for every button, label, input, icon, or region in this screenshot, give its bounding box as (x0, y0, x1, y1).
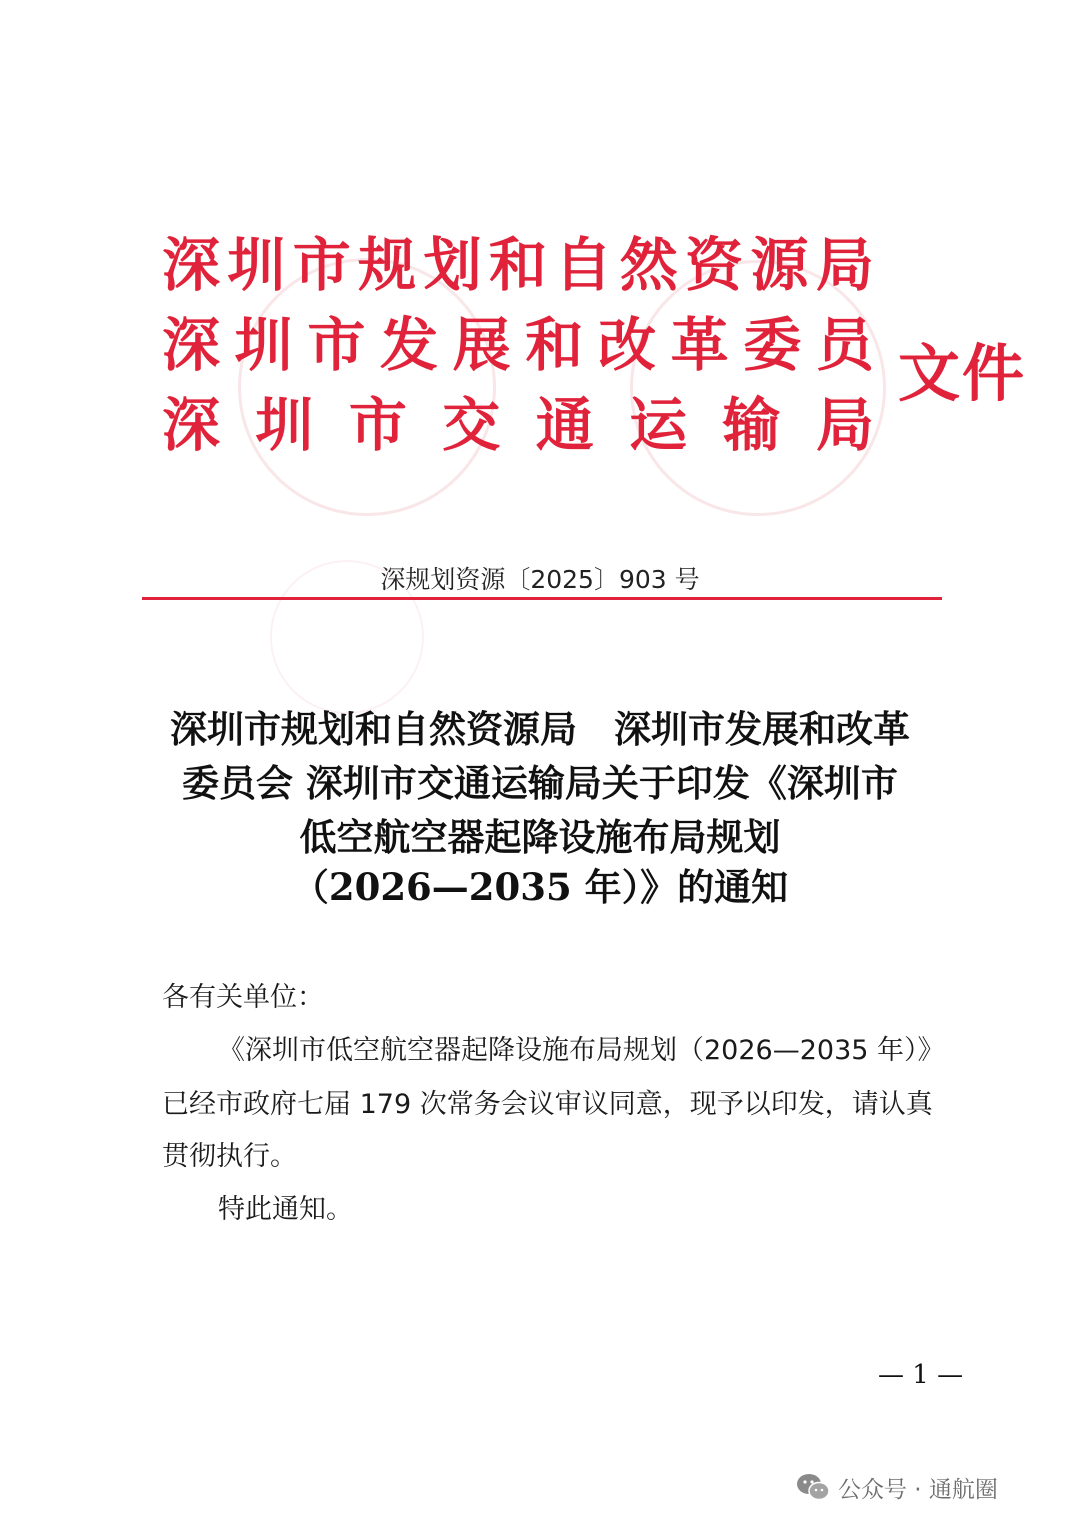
agency-name-planning (162, 229, 874, 301)
notice-title-line: 低空航空器起降设施布局规划 (299, 815, 781, 859)
agency-char: 委 (743, 311, 802, 379)
agency-char: 通 (535, 391, 594, 459)
agency-char: 运 (629, 391, 688, 459)
agency-char: 改 (597, 311, 656, 379)
watermark-text: 公众号 · 通航圈 (838, 1476, 998, 1503)
agency-name-development (162, 309, 874, 381)
agency-char: 市 (348, 391, 407, 459)
body-paragraph-line: 贯彻执行。 (162, 1141, 297, 1172)
red-divider-line (142, 597, 942, 600)
document-label: 文件 (898, 337, 1027, 410)
agency-char: 展 (452, 311, 511, 379)
agency-char: 市 (292, 231, 351, 299)
agency-char: 圳 (255, 391, 314, 459)
agency-char: 局 (815, 231, 874, 299)
agency-char: 资 (685, 231, 744, 299)
wechat-watermark (796, 1470, 998, 1504)
agency-char: 输 (722, 391, 781, 459)
agency-char: 深 (162, 391, 221, 459)
notice-title-line: 委员会 深圳市交通运输局关于印发《深圳市 (182, 761, 898, 805)
wechat-icon (796, 1472, 830, 1502)
page-number: — 1 — (878, 1360, 964, 1390)
agency-char: 市 (307, 311, 366, 379)
body-paragraph-line: 《深圳市低空航空器起降设施布局规划（2026—2035 年）》 (218, 1035, 945, 1066)
agency-name-transport (162, 389, 874, 461)
agency-char: 圳 (234, 311, 293, 379)
salutation: 各有关单位： (162, 982, 324, 1013)
document-number: 深规划资源〔2025〕903 号 (380, 565, 700, 594)
agency-char: 和 (488, 231, 547, 299)
notice-title-line: 深圳市规划和自然资源局 深圳市发展和改革 (170, 707, 910, 751)
agency-char: 交 (442, 391, 501, 459)
notice-title-line: （2026—2035 年）》的通知 (291, 865, 789, 909)
closing-line: 特此通知。 (218, 1194, 353, 1225)
agency-char: 员 (815, 311, 874, 379)
agency-char: 深 (162, 231, 221, 299)
agency-char: 自 (554, 231, 613, 299)
agency-char: 划 (423, 231, 482, 299)
body-paragraph-line: 已经市政府七届 179 次常务会议审议同意，现予以印发，请认真 (162, 1089, 933, 1120)
agency-char: 规 (358, 231, 417, 299)
agency-char: 然 (619, 231, 678, 299)
agency-char: 和 (525, 311, 584, 379)
agency-char: 发 (379, 311, 438, 379)
agency-char: 圳 (227, 231, 286, 299)
agency-char: 源 (750, 231, 809, 299)
agency-char: 深 (162, 311, 221, 379)
agency-char: 局 (815, 391, 874, 459)
agency-char: 革 (670, 311, 729, 379)
